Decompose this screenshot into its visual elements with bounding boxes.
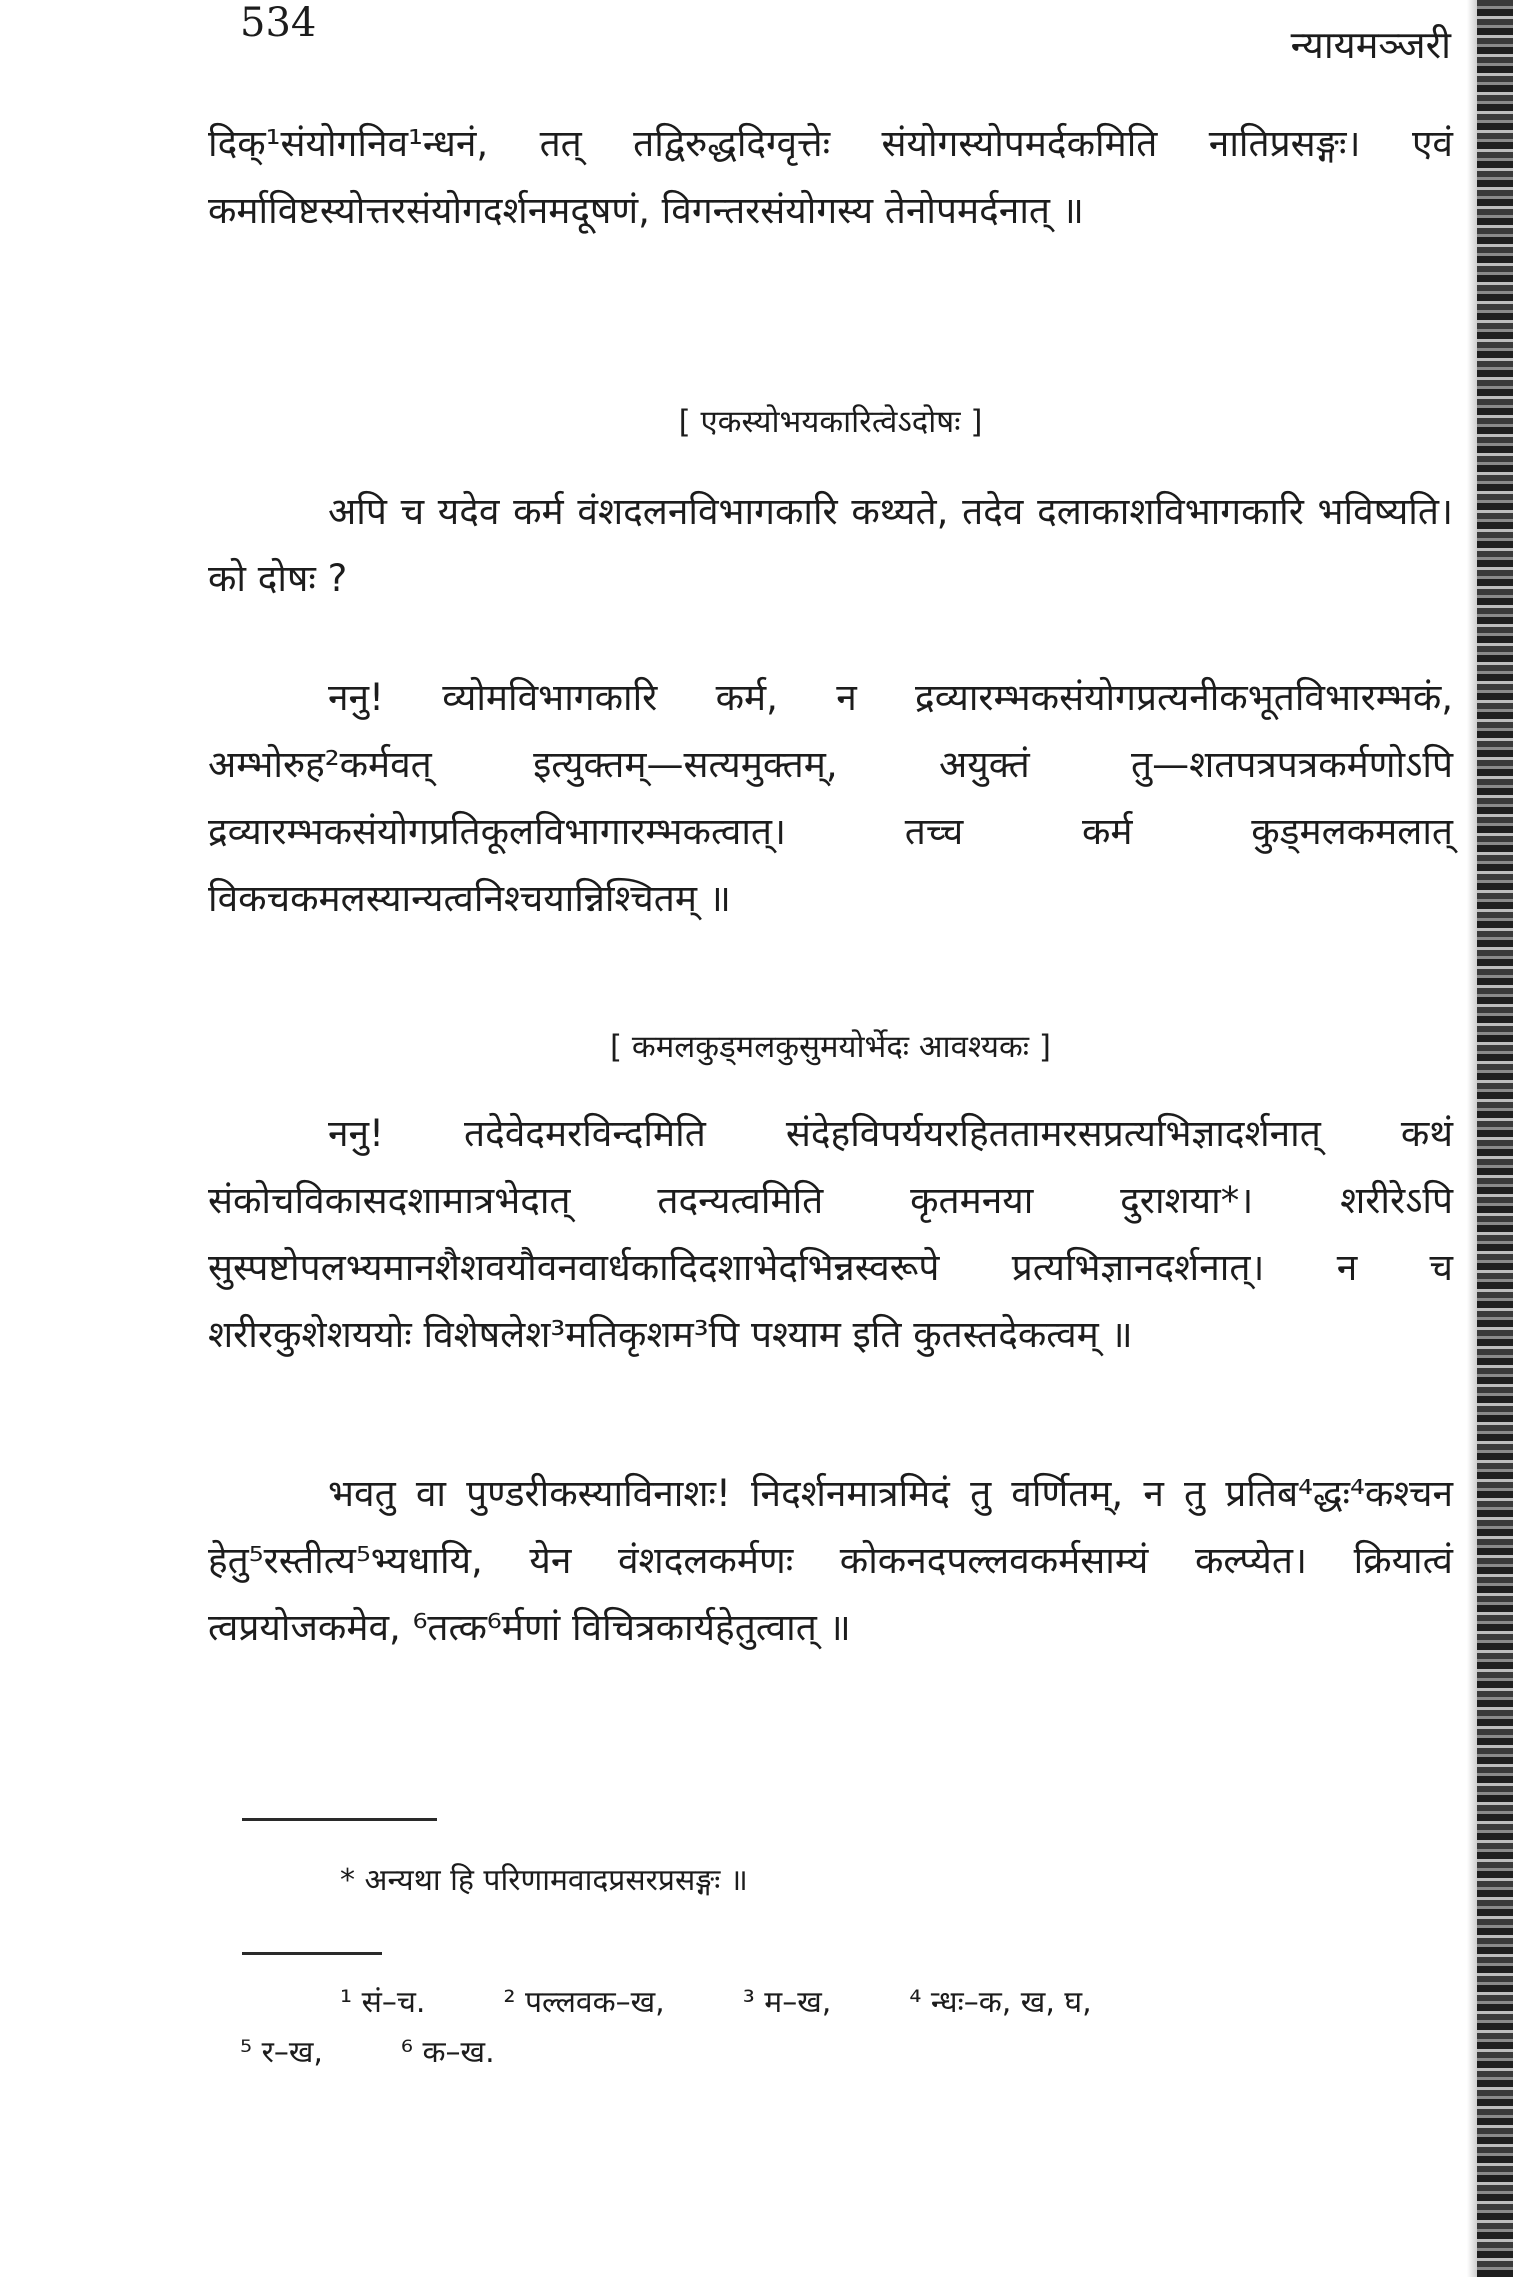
variant-reading: ¹ सं–च. bbox=[340, 1985, 426, 2020]
section-heading: [ एकस्योभयकारित्वेऽदोषः ] bbox=[678, 404, 983, 440]
paragraph: ननु! व्योमविभागकारि कर्म, न द्रव्यारम्भकसंयोगप्रत्यनीकभूतविभारम्भकं, अम्भोरुह²कर्मवत् इत्युक्तम्—सत्यमुक्तम्, अयुक्तं तु—शतपत्रपत्रकर्मणोऽपि द्रव्यारम्भकसंयोगप्रतिकूलविभागारम्भकत्वात्। तच्च कर्म कुड्मलकमलात् विकचकमलस्यान्यत्वनिश्चयान्निश्चितम् ॥ bbox=[208, 676, 1453, 920]
page-gutter-shadow bbox=[1467, 0, 1477, 2277]
page-number: 534 bbox=[240, 0, 317, 46]
variant-reading: ² पल्लवक–ख, bbox=[503, 1985, 665, 2020]
paragraph-5-block bbox=[208, 1460, 1453, 1661]
paragraph: अपि च यदेव कर्म वंशदलनविभागकारि कथ्यते, तदेव दलाकाशविभागकारि भविष्यति। को दोषः ? bbox=[208, 490, 1453, 600]
paragraph-3-block bbox=[208, 664, 1453, 932]
paragraph: ननु! तदेवेदमरविन्दमिति संदेहविपर्ययरहिततामरसप्रत्यभिज्ञादर्शनात् कथं संकोचविकासदशामात्रभेदात् तदन्यत्वमिति कृतमनया दुराशया*। शरीरेऽपि सुस्पष्टोपलभ्यमानशैशवयौवनवार्धकादिदशाभेदभिन्नस्वरूपे प्रत्यभिज्ञानदर्शनात्। न च शरीरकुशेशययोः विशेषलेश³मतिकृशम³पि पश्याम इति कुतस्तदेकत्वम् ॥ bbox=[208, 1112, 1453, 1356]
paragraph-4-block bbox=[208, 1100, 1453, 1368]
variant-reading: ³ म–ख, bbox=[742, 1985, 832, 2020]
footnote-rule bbox=[242, 1818, 437, 1821]
paragraph-2-block bbox=[208, 478, 1453, 612]
footnote: * अन्यथा हि परिणामवादप्रसरप्रसङ्गः ॥ bbox=[340, 1863, 748, 1898]
variant-reading: ⁶ क–ख. bbox=[400, 2035, 495, 2070]
variant-readings bbox=[240, 1978, 1440, 2078]
book-spine-edge bbox=[1477, 0, 1513, 2277]
paragraph-1-block bbox=[208, 110, 1453, 244]
variant-reading: ⁵ र–ख, bbox=[240, 2035, 323, 2070]
paragraph: भवतु वा पुण्डरीकस्याविनाशः! निदर्शनमात्रमिदं तु वर्णितम्, न तु प्रतिब⁴द्धः⁴कश्चन हेतु⁵रस्तीत्य⁵भ्यधायि, येन वंशदलकर्मणः कोकनदपल्लवकर्मसाम्यं कल्प्येत। क्रियात्वं त्वप्रयोजकमेव, ⁶तत्क⁶र्मणां विचित्रकार्यहेतुत्वात् ॥ bbox=[208, 1472, 1453, 1649]
running-title: न्यायमञ्जरी bbox=[1290, 23, 1451, 67]
paragraph: दिक्¹संयोगनिव¹न्धनं, तत् तद्विरुद्धदिग्वृत्तेः संयोगस्योपमर्दकमिति नातिप्रसङ्गः। एवं कर्माविष्टस्योत्तरसंयोगदर्शनमदूषणं, विगन्तरसंयोगस्य तेनोपमर्दनात् ॥ bbox=[208, 122, 1453, 232]
variant-reading: ⁴ न्धः–क, ख, घ, bbox=[909, 1985, 1092, 2020]
section-heading: [ कमलकुड्मलकुसुमयोर्भेदः आवश्यकः ] bbox=[609, 1029, 1052, 1065]
variants-rule bbox=[242, 1952, 382, 1955]
